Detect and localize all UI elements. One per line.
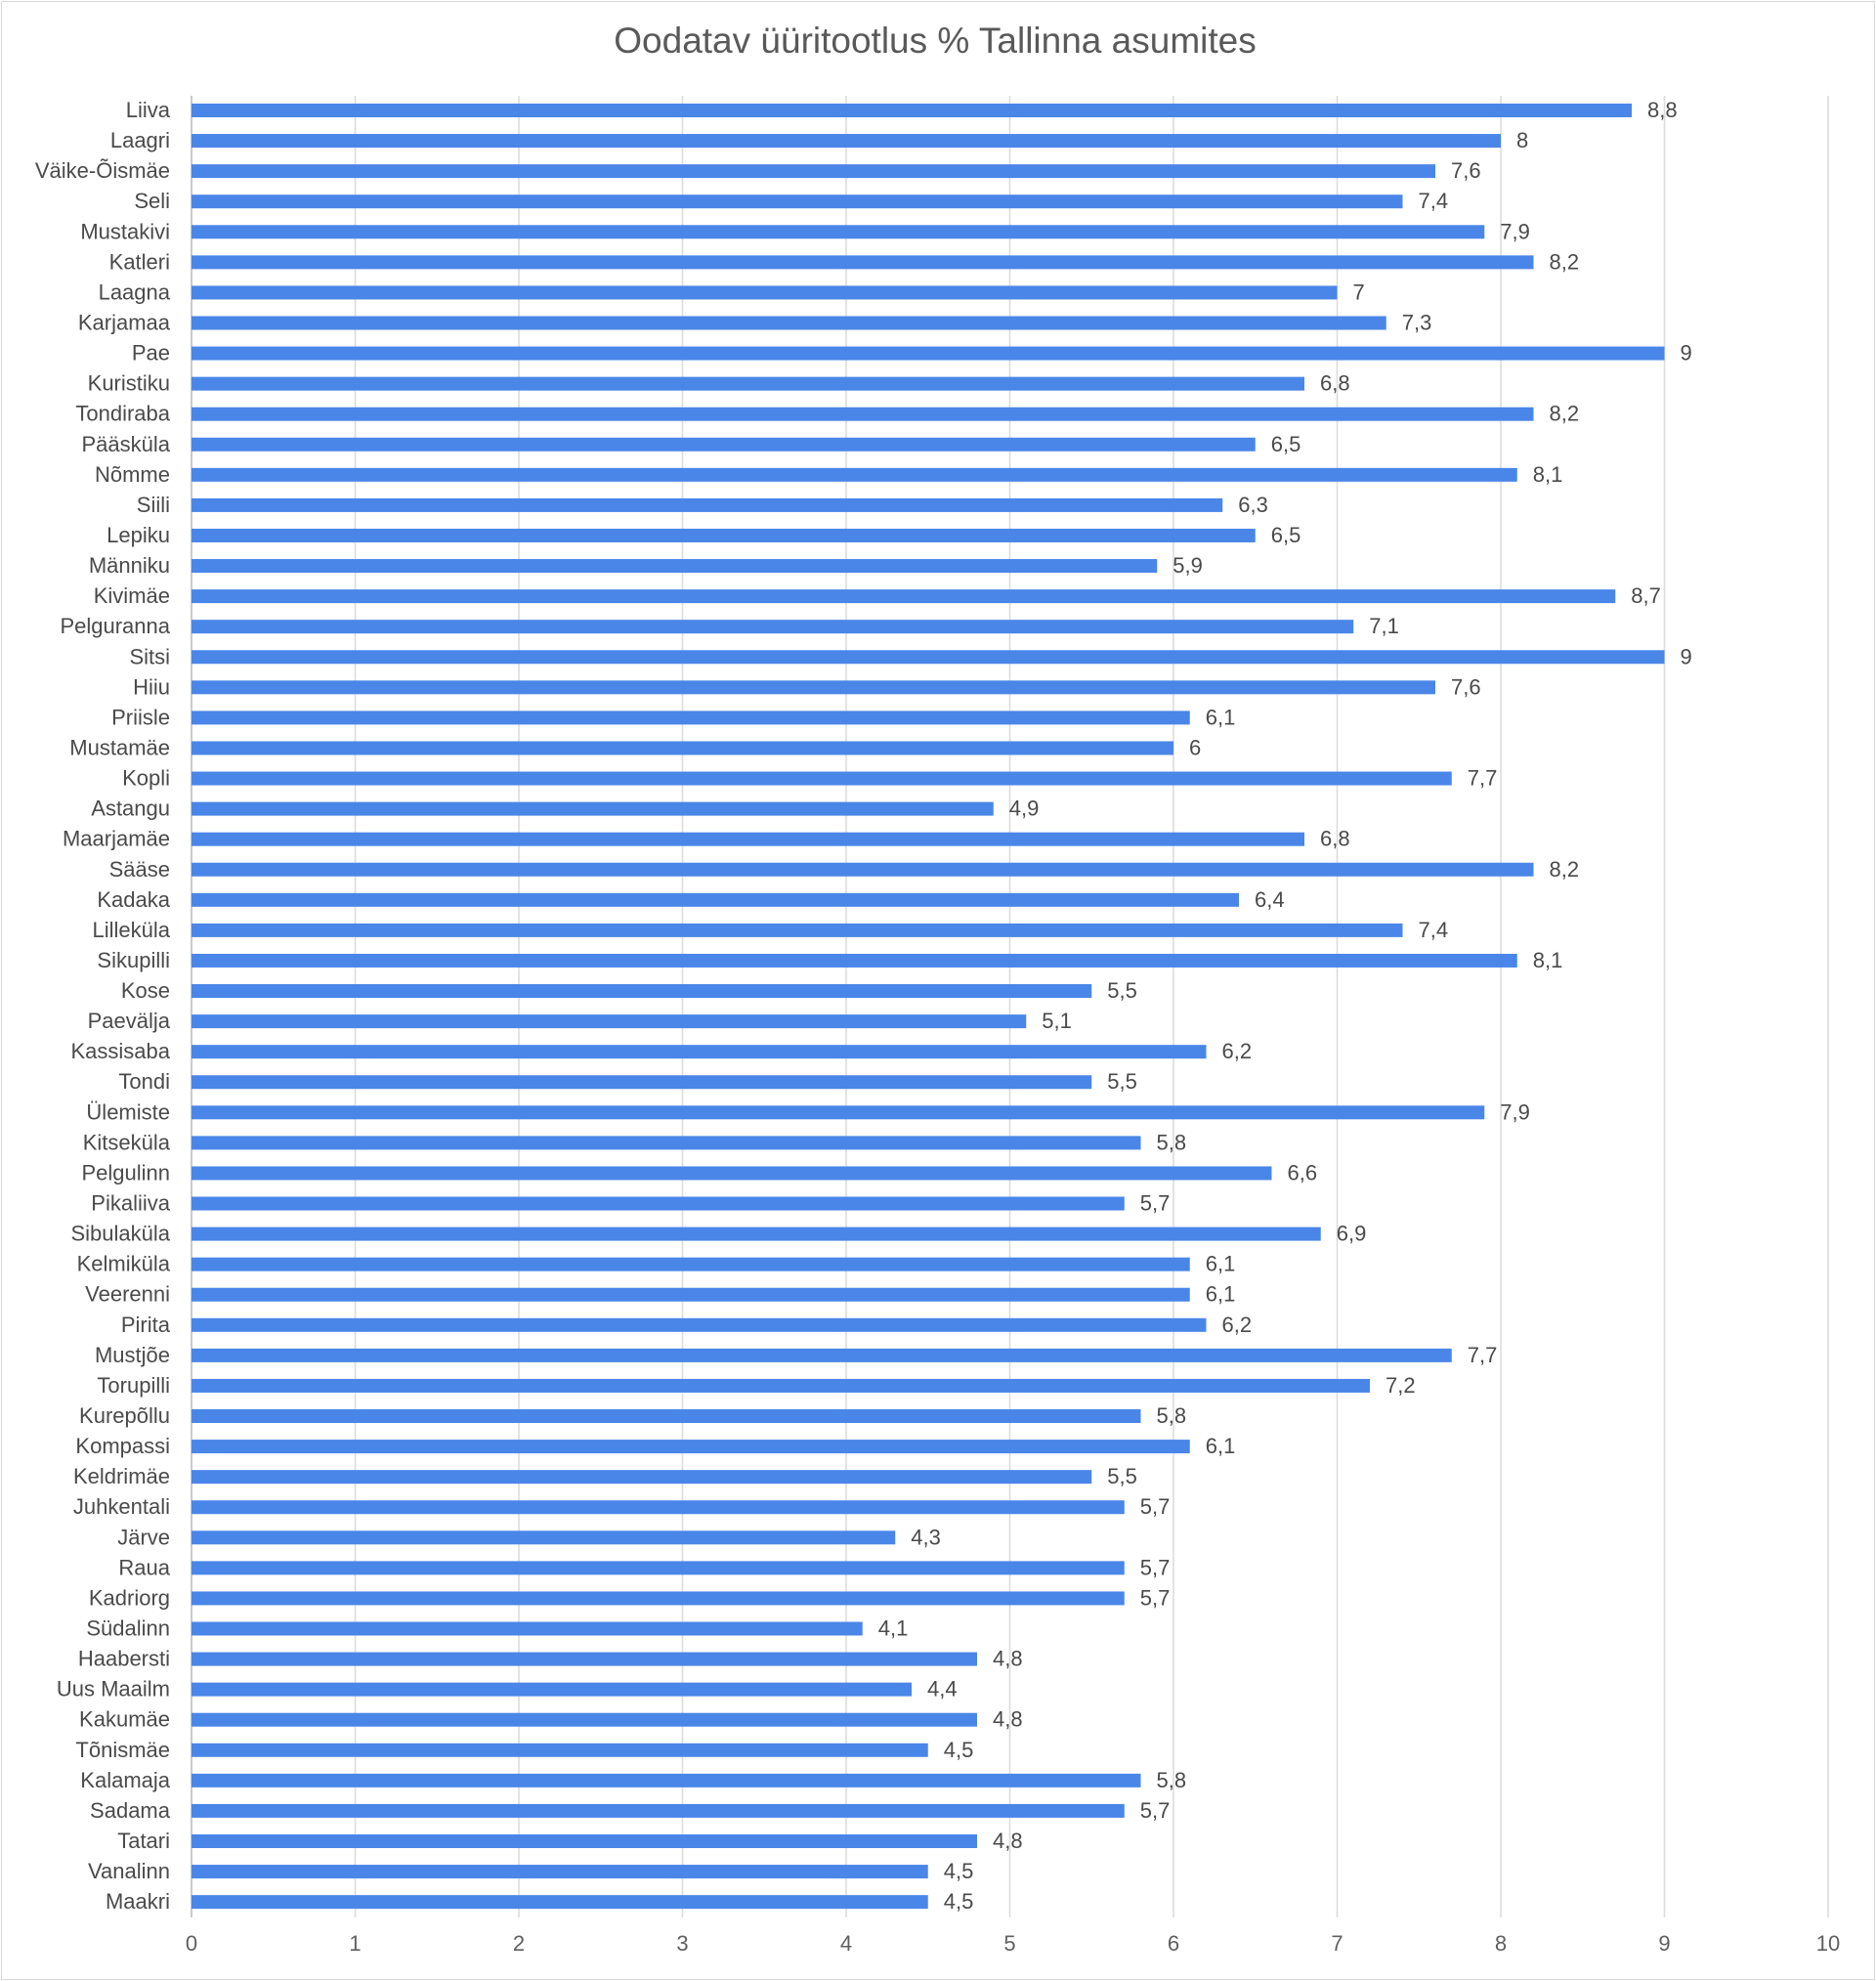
- category-label: Männiku: [88, 553, 170, 579]
- data-label: 8,1: [1532, 461, 1563, 487]
- category-label: Kadriorg: [88, 1585, 170, 1611]
- bar: [192, 255, 1534, 269]
- category-label: Raua: [118, 1555, 170, 1580]
- bar: [192, 1804, 1125, 1818]
- bar: [192, 1136, 1141, 1149]
- data-label: 7,9: [1500, 219, 1530, 244]
- bar: [192, 1227, 1321, 1241]
- bar: [192, 347, 1665, 361]
- data-label: 4,8: [993, 1828, 1023, 1853]
- data-label: 5,9: [1172, 553, 1203, 579]
- x-tick-label: 6: [1167, 1931, 1180, 1956]
- x-tick-label: 4: [839, 1931, 853, 1956]
- category-label: Tondi: [118, 1069, 170, 1095]
- data-label: 8,2: [1549, 401, 1580, 426]
- x-tick-label: 1: [349, 1931, 362, 1956]
- data-label: 4,5: [943, 1737, 974, 1762]
- bar: [192, 285, 1338, 299]
- category-label: Sitsi: [129, 644, 170, 669]
- data-label: 6,4: [1255, 886, 1285, 912]
- bar: [192, 1834, 977, 1848]
- bars: [192, 104, 1665, 1909]
- category-label: Katleri: [108, 249, 170, 275]
- category-label: Lepiku: [107, 522, 170, 547]
- bar: [192, 529, 1256, 542]
- bar: [192, 1045, 1207, 1058]
- category-label: Ülemiste: [86, 1099, 170, 1125]
- x-tick-label: 2: [512, 1931, 526, 1956]
- category-label: Kitseküla: [82, 1130, 170, 1155]
- bar: [192, 1744, 928, 1757]
- x-tick-label: 8: [1494, 1931, 1508, 1956]
- category-label: Juhkentali: [72, 1494, 170, 1520]
- category-label: Kakumäe: [79, 1706, 170, 1732]
- category-label: Järve: [117, 1525, 170, 1550]
- value-labels: [878, 98, 1692, 1914]
- bar: [192, 1591, 1125, 1605]
- x-tick-label: 10: [1815, 1931, 1841, 1956]
- data-label: 5,7: [1139, 1585, 1171, 1611]
- data-label: 5,5: [1107, 1464, 1137, 1489]
- category-label: Väike-Õismäe: [34, 158, 170, 184]
- data-label: 7: [1352, 280, 1365, 305]
- bar: [192, 1440, 1190, 1453]
- bar: [192, 772, 1452, 786]
- x-tick-label: 7: [1331, 1931, 1343, 1956]
- category-label: Maarjamäe: [62, 826, 170, 851]
- data-label: 7,9: [1500, 1099, 1530, 1125]
- data-label: 4,3: [911, 1525, 941, 1550]
- category-label: Pelgulinn: [81, 1160, 170, 1185]
- data-label: 7,1: [1369, 614, 1399, 639]
- category-label: Astangu: [91, 796, 170, 821]
- x-tick-label: 5: [1003, 1931, 1016, 1956]
- data-label: 7,3: [1401, 310, 1432, 335]
- category-label: Kalamaja: [80, 1767, 170, 1792]
- data-label: 6,8: [1320, 370, 1350, 396]
- bar: [192, 1318, 1207, 1332]
- data-label: 4,4: [927, 1676, 958, 1701]
- category-label: Liiva: [125, 98, 170, 122]
- data-label: 8,2: [1549, 856, 1580, 882]
- bar: [192, 589, 1615, 603]
- x-tick-label: 0: [185, 1931, 198, 1956]
- category-label: Pikaliiva: [91, 1190, 170, 1216]
- chart-title: Oodatav üüritootlus % Tallinna asumites: [614, 21, 1257, 61]
- data-label: 7,7: [1467, 765, 1498, 791]
- data-label: 5,8: [1156, 1130, 1187, 1155]
- data-label: 9: [1680, 644, 1692, 669]
- category-label: Laagna: [98, 280, 170, 305]
- data-label: 5,7: [1139, 1190, 1171, 1216]
- data-label: 4,8: [993, 1706, 1023, 1732]
- category-label: Sikupilli: [97, 947, 170, 972]
- data-label: 6,2: [1221, 1312, 1253, 1337]
- bar: [192, 863, 1534, 877]
- category-label: Tondiraba: [75, 401, 170, 426]
- data-label: 6,1: [1205, 1251, 1236, 1276]
- bar: [192, 620, 1353, 633]
- bar: [192, 438, 1256, 452]
- bar: [192, 1713, 977, 1727]
- bar: [192, 1105, 1484, 1119]
- data-label: 5,8: [1156, 1403, 1187, 1429]
- category-label: Paevälja: [87, 1009, 170, 1034]
- bar: [192, 680, 1435, 694]
- category-label: Nõmme: [94, 461, 170, 487]
- bar: [192, 1530, 895, 1544]
- category-label: Mustjõe: [94, 1342, 170, 1367]
- data-label: 5,5: [1107, 1069, 1137, 1095]
- category-label: Kivimäe: [93, 583, 170, 609]
- category-label: Kassisaba: [70, 1039, 170, 1064]
- x-tick-label: 9: [1658, 1931, 1671, 1956]
- data-label: 6,1: [1205, 1281, 1236, 1307]
- bar: [192, 711, 1190, 724]
- category-label: Sadama: [90, 1797, 170, 1823]
- data-label: 7,2: [1386, 1372, 1416, 1398]
- data-label: 4,8: [993, 1646, 1023, 1671]
- category-label: Siili: [136, 492, 170, 517]
- data-label: 6,8: [1320, 826, 1350, 851]
- bar: [192, 893, 1239, 907]
- bar: [192, 1197, 1125, 1211]
- bar: [192, 1470, 1091, 1484]
- category-label: Tõnismäe: [75, 1737, 170, 1762]
- bar: [192, 104, 1632, 117]
- category-label: Veerenni: [85, 1281, 170, 1307]
- data-label: 9: [1680, 340, 1692, 366]
- bar: [192, 1500, 1125, 1514]
- category-label: Uus Maailm: [56, 1676, 170, 1701]
- data-label: 6,5: [1270, 522, 1301, 547]
- bar: [192, 408, 1534, 421]
- category-label: Kadaka: [97, 886, 170, 912]
- category-labels: [35, 98, 171, 1914]
- data-label: 7,4: [1418, 189, 1449, 214]
- bar: [192, 1653, 977, 1666]
- data-label: 6,6: [1287, 1160, 1318, 1185]
- category-label: Pääsküla: [81, 431, 170, 456]
- data-label: 6,5: [1270, 431, 1301, 456]
- data-label: 6: [1189, 735, 1202, 760]
- data-label: 7,4: [1418, 917, 1449, 942]
- data-label: 6,1: [1205, 1434, 1236, 1459]
- bar: [192, 559, 1157, 573]
- category-label: Sibulaküla: [70, 1221, 170, 1246]
- data-label: 6,2: [1221, 1039, 1253, 1064]
- bar: [192, 164, 1435, 178]
- gridlines: [192, 96, 1828, 1917]
- bar: [192, 802, 994, 816]
- bar: [192, 225, 1484, 238]
- data-label: 5,8: [1156, 1767, 1187, 1792]
- data-label: 8,2: [1549, 249, 1580, 275]
- data-label: 5,7: [1139, 1555, 1171, 1580]
- category-label: Karjamaa: [77, 310, 170, 335]
- category-label: Seli: [134, 189, 170, 214]
- data-label: 7,7: [1467, 1342, 1498, 1367]
- data-label: 5,7: [1139, 1494, 1171, 1520]
- data-label: 6,3: [1238, 492, 1268, 517]
- category-label: Kuristiku: [87, 370, 170, 396]
- category-label: Vanalinn: [88, 1859, 170, 1884]
- bar: [192, 1774, 1141, 1787]
- bar: [192, 1683, 912, 1697]
- bar: [192, 468, 1517, 482]
- data-label: 8,7: [1631, 583, 1661, 609]
- bar: [192, 377, 1304, 391]
- x-tick-label: 3: [676, 1931, 689, 1956]
- bar: [192, 1409, 1141, 1423]
- bar: [192, 498, 1222, 512]
- category-label: Kose: [120, 978, 170, 1004]
- category-label: Kopli: [122, 765, 170, 791]
- category-label: Priisle: [111, 705, 170, 730]
- category-label: Mustakivi: [80, 219, 170, 244]
- data-label: 8,8: [1647, 98, 1678, 122]
- bar: [192, 134, 1501, 148]
- category-label: Hiiu: [133, 674, 170, 700]
- bar: [192, 1561, 1125, 1574]
- bar: [192, 1075, 1091, 1089]
- data-label: 8,1: [1532, 947, 1563, 972]
- data-label: 6,9: [1336, 1221, 1367, 1246]
- bar: [192, 1014, 1026, 1028]
- category-label: Lilleküla: [92, 917, 170, 942]
- bar: [192, 833, 1304, 846]
- data-label: 5,5: [1107, 978, 1137, 1004]
- category-label: Pae: [131, 340, 170, 366]
- data-label: 5,7: [1139, 1797, 1171, 1823]
- category-label: Torupilli: [97, 1372, 170, 1398]
- bar: [192, 954, 1517, 968]
- data-label: 4,5: [943, 1889, 974, 1915]
- data-label: 7,6: [1451, 674, 1481, 700]
- category-label: Sääse: [108, 856, 170, 882]
- category-label: Pelguranna: [60, 614, 170, 639]
- category-label: Laagri: [109, 128, 170, 153]
- bar: [192, 1865, 928, 1878]
- category-label: Maakri: [105, 1889, 170, 1915]
- data-label: 5,1: [1042, 1009, 1072, 1034]
- category-label: Tatari: [117, 1828, 170, 1853]
- data-label: 7,6: [1451, 158, 1481, 184]
- category-label: Mustamäe: [69, 735, 170, 760]
- category-label: Haabersti: [77, 1646, 170, 1671]
- bar: [192, 1379, 1370, 1393]
- bar: [192, 1349, 1452, 1362]
- category-label: Kelmiküla: [76, 1251, 170, 1276]
- bar: [192, 1258, 1190, 1271]
- data-label: 4,5: [943, 1859, 974, 1884]
- category-label: Kompassi: [75, 1434, 170, 1459]
- bar: [192, 1895, 928, 1909]
- bar: [192, 984, 1091, 998]
- data-label: 6,1: [1205, 705, 1236, 730]
- bar: [192, 316, 1386, 329]
- bar: [192, 1288, 1190, 1302]
- bar: [192, 924, 1403, 937]
- bar: [192, 1622, 863, 1636]
- data-label: 8: [1516, 128, 1529, 153]
- category-label: Kurepõllu: [79, 1403, 170, 1429]
- bar: [192, 1166, 1272, 1180]
- bar: [192, 650, 1665, 664]
- data-label: 4,1: [877, 1615, 909, 1641]
- category-label: Südalinn: [86, 1615, 170, 1641]
- category-label: Pirita: [120, 1312, 170, 1337]
- bar: [192, 741, 1173, 754]
- x-axis-ticks: [186, 1931, 1840, 1956]
- bar: [192, 194, 1403, 208]
- category-label: Keldrimäe: [72, 1464, 170, 1489]
- data-label: 4,9: [1008, 796, 1040, 821]
